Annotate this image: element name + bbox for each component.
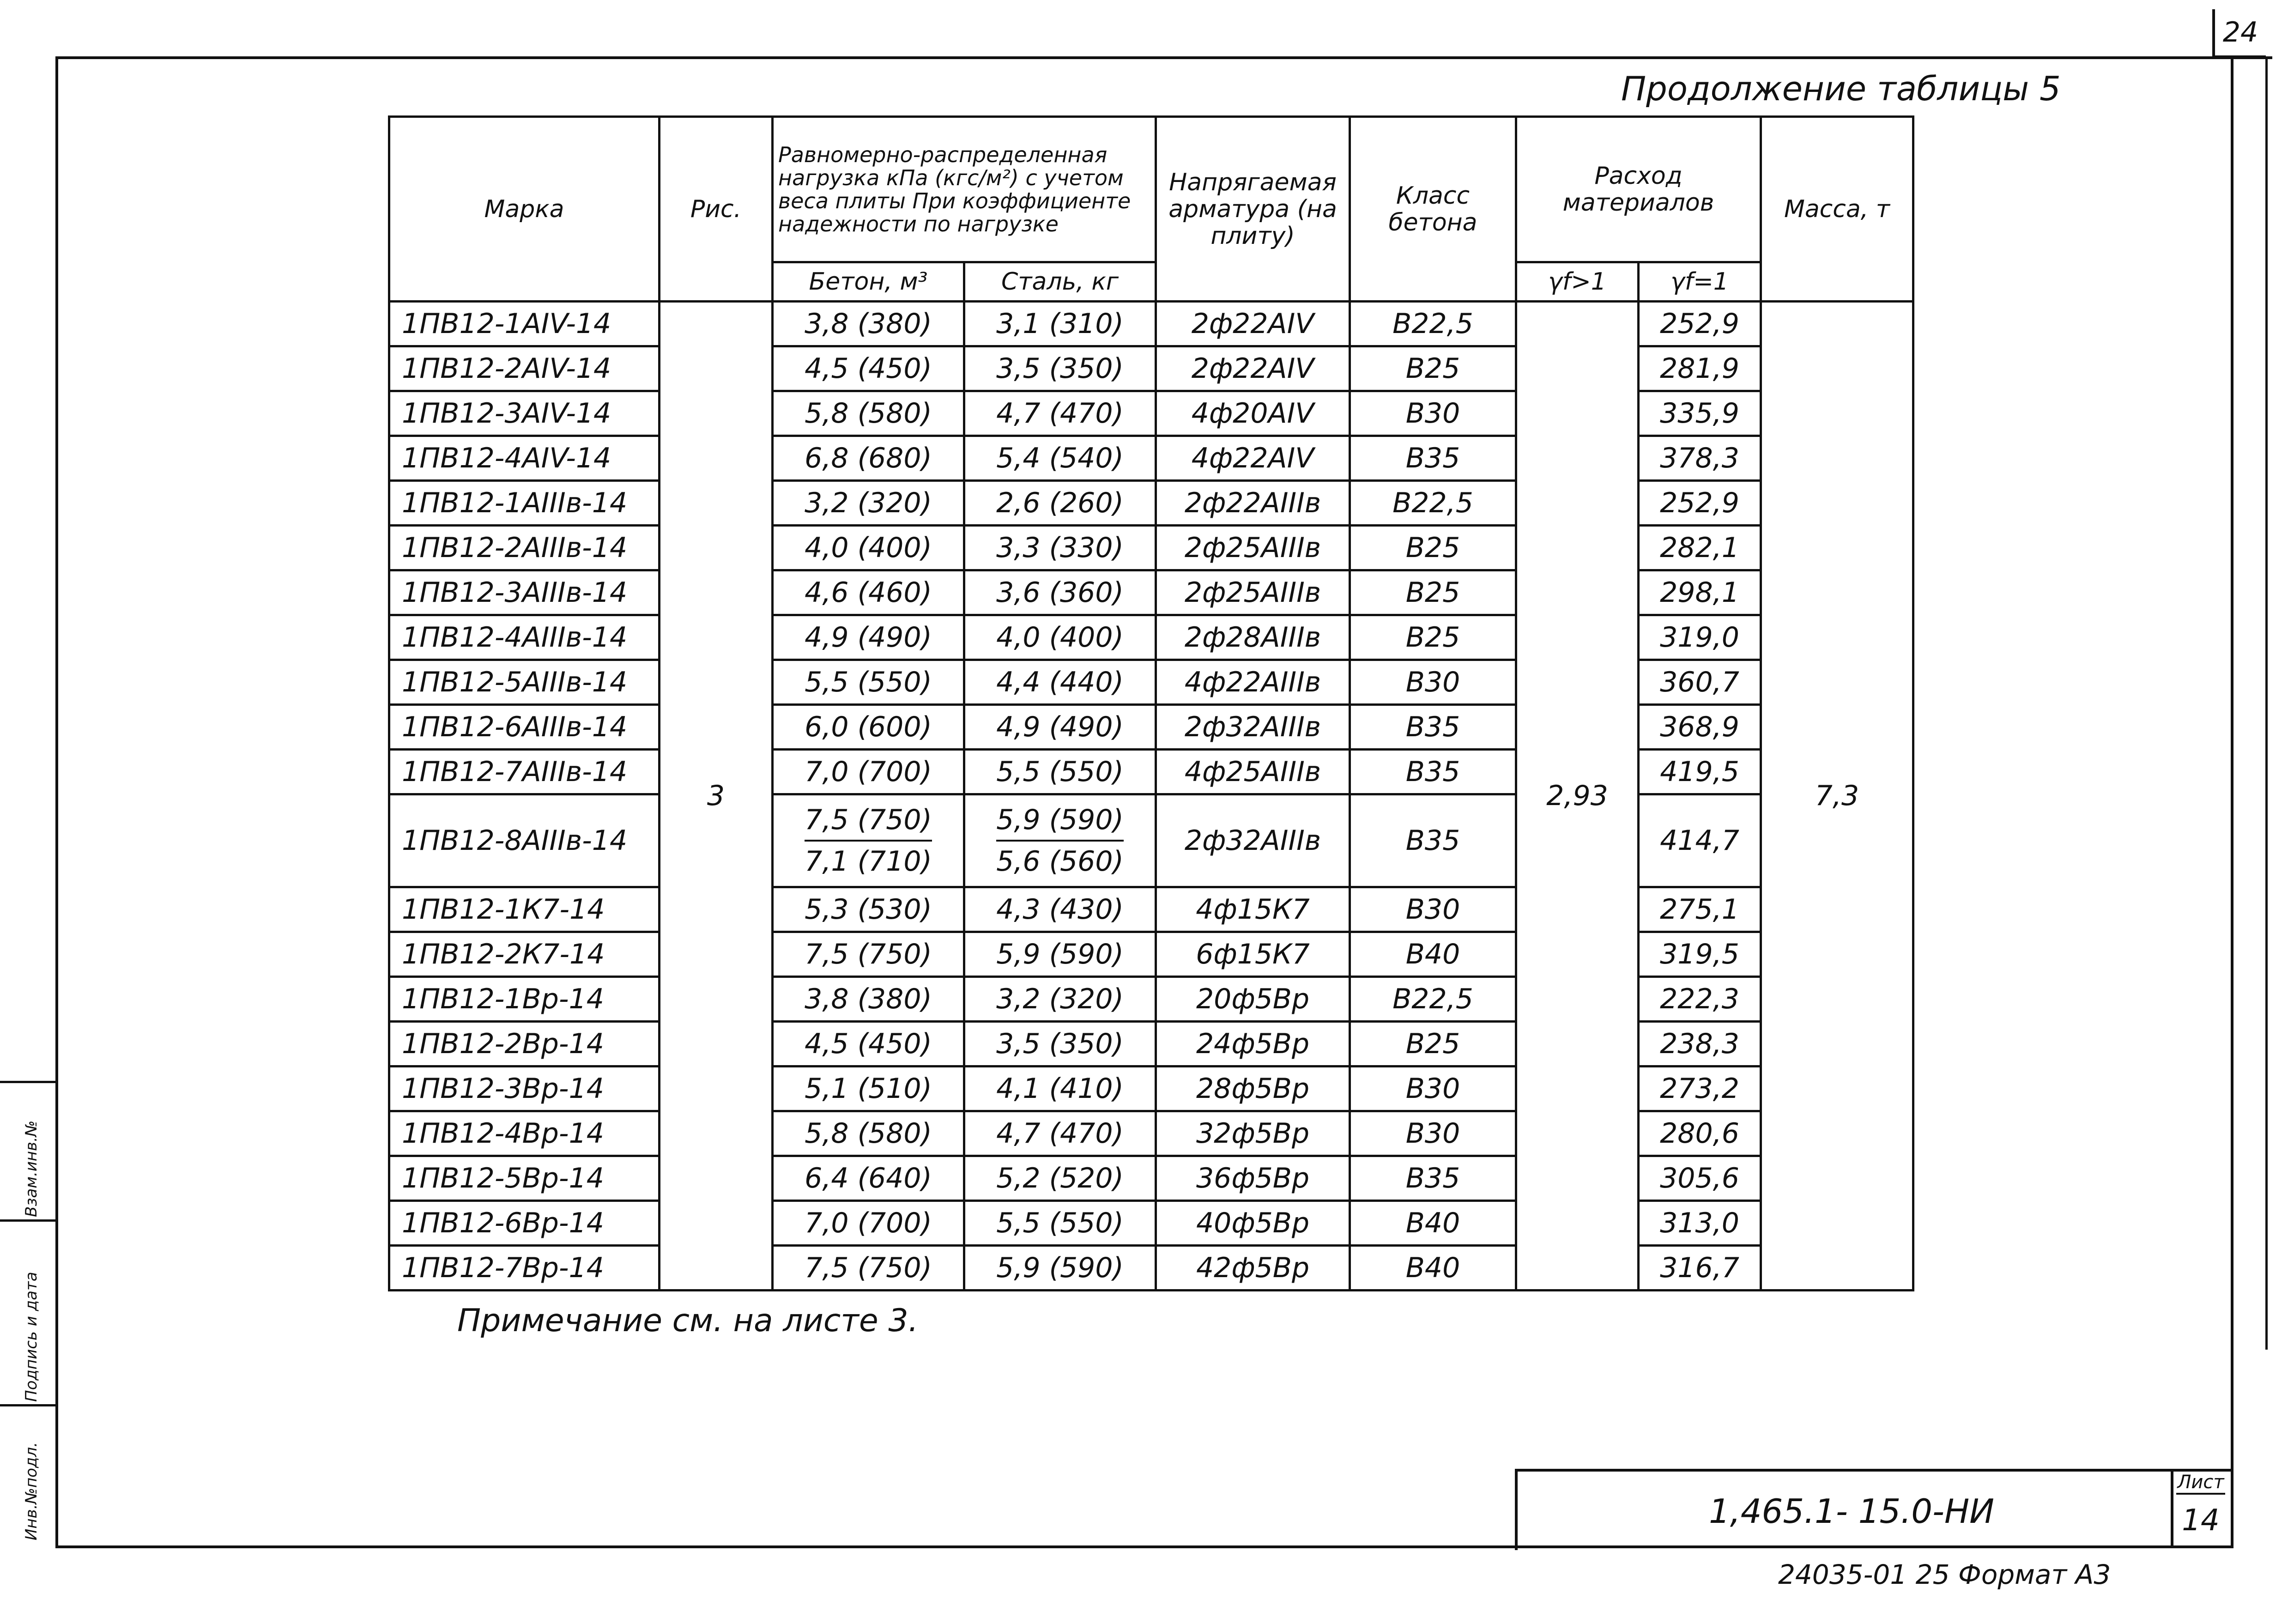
cell-mass: 7,3 (1761, 302, 1913, 1291)
cell-load-eq1: 4,7 (470) (964, 1111, 1156, 1156)
cell-load-gt1: 4,6 (460) (773, 570, 964, 615)
cell-load-eq1: 5,5 (550) (964, 1201, 1156, 1246)
cell-rebar: 4ф22АIV (1156, 436, 1350, 481)
cell-load-gt1: 7,0 (700) (773, 750, 964, 794)
cell-concrete-class: В30 (1350, 660, 1516, 705)
stamp-label-replace: Взам.инв.№ (22, 1120, 41, 1217)
stamp-cell-1 (0, 1081, 55, 1222)
left-stamp (0, 1081, 58, 1547)
cell-rebar: 36ф5Вр (1156, 1156, 1350, 1201)
cell-concrete-class: В40 (1350, 932, 1516, 977)
table-row (389, 977, 1913, 1022)
load-gt1-lower: 7,1 (710) (805, 845, 932, 878)
cell-concrete-class: В35 (1350, 705, 1516, 750)
table-row (389, 302, 1913, 346)
table-row (389, 436, 1913, 481)
table-row (389, 1201, 1913, 1246)
cell-mark: 1ПВ12-1АIIIв-14 (389, 481, 660, 526)
table-row (389, 481, 1913, 526)
cell-rebar: 2ф32АIIIв (1156, 794, 1350, 887)
header-figure: Рис. (660, 117, 773, 302)
cell-steel: 252,9 (1639, 481, 1761, 526)
stamp-label-inventory: Инв.№подл. (22, 1442, 41, 1540)
cell-mark: 1ПВ12-2АIV-14 (389, 346, 660, 391)
cell-load-gt1: 7,0 (700) (773, 1201, 964, 1246)
table-row (389, 1156, 1913, 1201)
sheet-number: 14 (2182, 1503, 2220, 1538)
header-load-eq1: γf=1 (1639, 262, 1761, 302)
cell-mark: 1ПВ12-6АIIIв-14 (389, 705, 660, 750)
cell-load-eq1: 5,9 (590) (964, 932, 1156, 977)
cell-mark: 1ПВ12-7Вр-14 (389, 1246, 660, 1291)
stamp-label-signature: Подпись и дата (22, 1272, 41, 1402)
cell-mark: 1ПВ12-4АIIIв-14 (389, 615, 660, 660)
cell-rebar: 6ф15К7 (1156, 932, 1350, 977)
cell-steel: 298,1 (1639, 570, 1761, 615)
cell-rebar: 4ф15К7 (1156, 887, 1350, 932)
table-row (389, 1111, 1913, 1156)
cell-rebar: 28ф5Вр (1156, 1067, 1350, 1111)
footer-format: 24035-01 25 Формат А3 (1778, 1559, 2111, 1590)
cell-mark: 1ПВ12-7АIIIв-14 (389, 750, 660, 794)
cell-concrete-class: В35 (1350, 436, 1516, 481)
cell-load-gt1: 7,5 (750) (773, 932, 964, 977)
cell-mark: 1ПВ12-5Вр-14 (389, 1156, 660, 1201)
cell-steel: 222,3 (1639, 977, 1761, 1022)
cell-concrete-class: В25 (1350, 346, 1516, 391)
cell-concrete-class: В30 (1350, 391, 1516, 436)
stamp-cell-3 (0, 1404, 55, 1545)
cell-load-gt1: 3,2 (320) (773, 481, 964, 526)
cell-mark: 1ПВ12-5АIIIв-14 (389, 660, 660, 705)
cell-rebar: 2ф22АIV (1156, 302, 1350, 346)
cell-steel: 319,5 (1639, 932, 1761, 977)
note: Примечание см. на листе 3. (457, 1303, 919, 1339)
table-row (389, 660, 1913, 705)
table-row (389, 887, 1913, 932)
cell-load-gt1: 5,8 (580) (773, 1111, 964, 1156)
table-row (389, 1246, 1913, 1291)
cell-steel: 282,1 (1639, 526, 1761, 570)
cell-steel: 252,9 (1639, 302, 1761, 346)
cell-concrete-class: В30 (1350, 1067, 1516, 1111)
specification-table (388, 115, 1914, 1291)
header-row-1 (389, 117, 1913, 262)
table-row (389, 391, 1913, 436)
cell-steel: 316,7 (1639, 1246, 1761, 1291)
load-gt1-upper: 7,5 (750) (805, 800, 932, 842)
cell-steel: 419,5 (1639, 750, 1761, 794)
cell-concrete-class: В35 (1350, 1156, 1516, 1201)
cell-steel: 273,2 (1639, 1067, 1761, 1111)
cell-load-eq1: 2,6 (260) (964, 481, 1156, 526)
table-row (389, 615, 1913, 660)
cell-mark: 1ПВ12-3АIV-14 (389, 391, 660, 436)
cell-rebar: 4ф20АIV (1156, 391, 1350, 436)
table-body (389, 302, 1913, 1291)
cell-load-gt1: 5,8 (580) (773, 391, 964, 436)
table-row (389, 570, 1913, 615)
cell-concrete-volume: 2,93 (1516, 302, 1639, 1291)
cell-steel: 378,3 (1639, 436, 1761, 481)
cell-concrete-class: В25 (1350, 570, 1516, 615)
cell-load-eq1: 4,0 (400) (964, 615, 1156, 660)
cell-mark: 1ПВ12-1К7-14 (389, 887, 660, 932)
cell-figure: 3 (660, 302, 773, 1291)
cell-load-gt1: 4,5 (450) (773, 1022, 964, 1067)
cell-load-eq1: 3,5 (350) (964, 1022, 1156, 1067)
cell-mark: 1ПВ12-2АIIIв-14 (389, 526, 660, 570)
header-rebar: Напрягаемая арматура (на плиту) (1156, 117, 1350, 302)
header-load: Равномерно-распределенная нагрузка кПа (кгс/м²) с учетом веса плиты При коэффициенте надежности по нагрузке (773, 117, 1156, 262)
cell-load-gt1: 4,0 (400) (773, 526, 964, 570)
corner-page-number: 24 (2212, 9, 2266, 58)
cell-mark: 1ПВ12-1Вр-14 (389, 977, 660, 1022)
cell-load-eq1: 5,4 (540) (964, 436, 1156, 481)
sheet-label: Лист (2176, 1472, 2225, 1495)
cell-load-gt1: 5,3 (530) (773, 887, 964, 932)
cell-load-eq1: 5,5 (550) (964, 750, 1156, 794)
cell-rebar: 2ф25АIIIв (1156, 570, 1350, 615)
cell-concrete-class: В25 (1350, 615, 1516, 660)
cell-mark: 1ПВ12-4АIV-14 (389, 436, 660, 481)
cell-mark: 1ПВ12-3АIIIв-14 (389, 570, 660, 615)
frame-top (55, 56, 2272, 59)
cell-concrete-class: В40 (1350, 1201, 1516, 1246)
cell-rebar: 4ф25АIIIв (1156, 750, 1350, 794)
cell-load-gt1: 4,5 (450) (773, 346, 964, 391)
cell-steel: 305,6 (1639, 1156, 1761, 1201)
cell-load-eq1: 4,3 (430) (964, 887, 1156, 932)
cell-load-gt1: 5,5 (550) (773, 660, 964, 705)
cell-steel: 275,1 (1639, 887, 1761, 932)
cell-load-eq1: 3,3 (330) (964, 526, 1156, 570)
cell-rebar: 2ф28АIIIв (1156, 615, 1350, 660)
cell-load-gt1: 6,4 (640) (773, 1156, 964, 1201)
table-row (389, 932, 1913, 977)
cell-steel: 360,7 (1639, 660, 1761, 705)
cell-steel: 313,0 (1639, 1201, 1761, 1246)
header-steel: Сталь, кг (964, 262, 1156, 302)
table-row (389, 750, 1913, 794)
table-row (389, 526, 1913, 570)
header-mass: Масса, т (1761, 117, 1913, 302)
table-row (389, 1022, 1913, 1067)
cell-steel: 281,9 (1639, 346, 1761, 391)
header-concrete-class: Класс бетона (1350, 117, 1516, 302)
cell-steel: 280,6 (1639, 1111, 1761, 1156)
header-materials: Расход материалов (1516, 117, 1761, 262)
header-mark: Марка (389, 117, 660, 302)
load-eq1-lower: 5,6 (560) (996, 845, 1124, 878)
cell-load-gt1: 4,9 (490) (773, 615, 964, 660)
cell-concrete-class: В35 (1350, 750, 1516, 794)
cell-steel: 319,0 (1639, 615, 1761, 660)
table-row (389, 346, 1913, 391)
document-code: 1,465.1- 15.0-НИ (1709, 1492, 1994, 1531)
header-load-gt1: γf>1 (1516, 262, 1639, 302)
cell-mark: 1ПВ12-1АIV-14 (389, 302, 660, 346)
cell-load-eq1: 3,1 (310) (964, 302, 1156, 346)
cell-concrete-class: В22,5 (1350, 481, 1516, 526)
cell-concrete-class: В35 (1350, 794, 1516, 887)
cell-mark: 1ПВ12-3Вр-14 (389, 1067, 660, 1111)
cell-concrete-class: В40 (1350, 1246, 1516, 1291)
cell-load-eq1: 5,9 (590) (964, 1246, 1156, 1291)
cell-rebar: 42ф5Вр (1156, 1246, 1350, 1291)
cell-concrete-class: В25 (1350, 1022, 1516, 1067)
cell-rebar: 2ф22АIV (1156, 346, 1350, 391)
table-row (389, 705, 1913, 750)
cell-mark: 1ПВ12-6Вр-14 (389, 1201, 660, 1246)
cell-load-eq1: 3,2 (320) (964, 977, 1156, 1022)
cell-load-gt1: 3,8 (380) (773, 302, 964, 346)
cell-load-gt1: 7,5 (750) (773, 1246, 964, 1291)
cell-rebar: 2ф32АIIIв (1156, 705, 1350, 750)
cell-rebar: 2ф25АIIIв (1156, 526, 1350, 570)
cell-load-eq1: 4,7 (470) (964, 391, 1156, 436)
cell-rebar: 40ф5Вр (1156, 1201, 1350, 1246)
cell-concrete-class: В25 (1350, 526, 1516, 570)
cell-rebar: 24ф5Вр (1156, 1022, 1350, 1067)
cell-mark: 1ПВ12-4Вр-14 (389, 1111, 660, 1156)
cell-load-eq1: 4,1 (410) (964, 1067, 1156, 1111)
load-eq1-upper: 5,9 (590) (996, 800, 1124, 842)
cell-mark: 1ПВ12-2Вр-14 (389, 1022, 660, 1067)
cell-load-eq1: 4,9 (490) (964, 705, 1156, 750)
cell-concrete-class: В30 (1350, 1111, 1516, 1156)
cell-concrete-class: В30 (1350, 887, 1516, 932)
cell-steel: 335,9 (1639, 391, 1761, 436)
cell-load-gt1 (773, 794, 964, 887)
frame-right (2231, 56, 2233, 1548)
stamp-cell-2 (0, 1219, 55, 1406)
table-row (389, 794, 1913, 887)
cell-load-eq1: 3,5 (350) (964, 346, 1156, 391)
cell-load-gt1: 6,0 (600) (773, 705, 964, 750)
cell-load-eq1: 4,4 (440) (964, 660, 1156, 705)
cell-steel: 368,9 (1639, 705, 1761, 750)
cell-load-eq1: 5,2 (520) (964, 1156, 1156, 1201)
cell-rebar: 32ф5Вр (1156, 1111, 1350, 1156)
cell-rebar: 4ф22АIIIв (1156, 660, 1350, 705)
cell-mark: 1ПВ12-2К7-14 (389, 932, 660, 977)
cell-rebar: 20ф5Вр (1156, 977, 1350, 1022)
cell-steel: 238,3 (1639, 1022, 1761, 1067)
cell-load-eq1: 3,6 (360) (964, 570, 1156, 615)
cell-load-gt1: 3,8 (380) (773, 977, 964, 1022)
cell-steel: 414,7 (1639, 794, 1761, 887)
cell-load-gt1: 6,8 (680) (773, 436, 964, 481)
table-caption: Продолжение таблицы 5 (1621, 69, 2061, 108)
table-row (389, 1067, 1913, 1111)
cell-concrete-class: В22,5 (1350, 977, 1516, 1022)
cell-concrete-class: В22,5 (1350, 302, 1516, 346)
cell-load-eq1 (964, 794, 1156, 887)
cell-rebar: 2ф22АIIIв (1156, 481, 1350, 526)
frame-right-outer (2265, 56, 2268, 1350)
cell-load-gt1: 5,1 (510) (773, 1067, 964, 1111)
cell-mark: 1ПВ12-8АIIIв-14 (389, 794, 660, 887)
header-concrete: Бетон, м³ (773, 262, 964, 302)
